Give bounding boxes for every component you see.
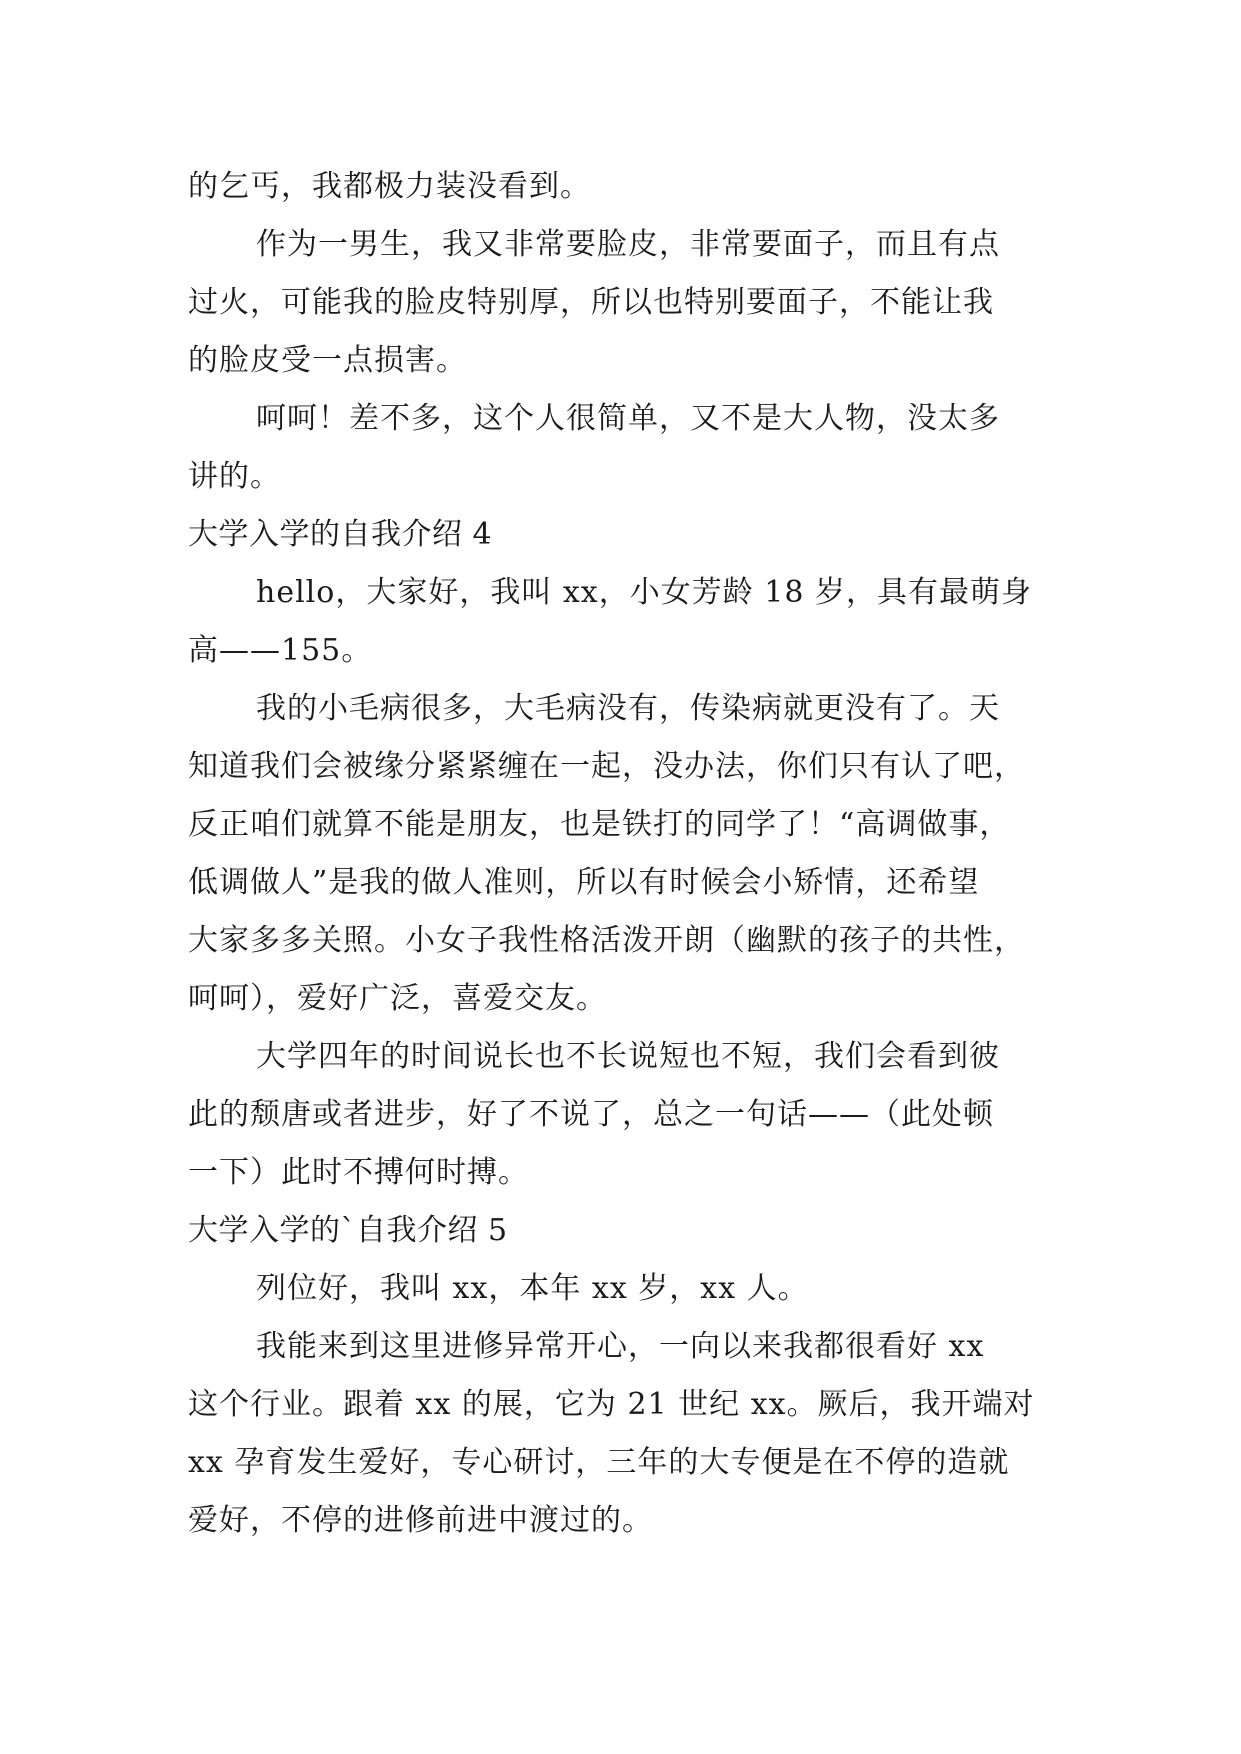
paragraph (188, 564, 1058, 680)
paragraph (188, 390, 1058, 506)
text-line: 此的颓唐或者进步，好了不说了，总之一句话——（此处顿 (188, 1097, 994, 1132)
text-line: 的脸皮受一点损害。 (188, 343, 467, 378)
paragraph (188, 680, 1058, 1028)
text-line: 列位好，我叫 xx，本年 xx 岁，xx 人。 (256, 1271, 809, 1306)
text-line: 大家多多关照。小女子我性格活泼开朗（幽默的孩子的共性， (188, 923, 1025, 958)
text-line: 爱好，不停的进修前进中渡过的。 (188, 1503, 653, 1538)
paragraph (188, 1318, 1058, 1550)
text-line: 呵呵！差不多，这个人很简单，又不是大人物，没太多 (256, 401, 1000, 436)
section-heading (188, 1202, 1058, 1260)
paragraph (188, 216, 1058, 390)
heading-text: 大学入学的自我介绍 4 (188, 517, 493, 552)
text-line: 大学四年的时间说长也不长说短也不短，我们会看到彼 (256, 1039, 1000, 1074)
text-line: 一下）此时不搏何时搏。 (188, 1155, 529, 1190)
paragraph (188, 1260, 1058, 1318)
text-line: 过火，可能我的脸皮特别厚，所以也特别要面子，不能让我 (188, 285, 994, 320)
paragraph (188, 1028, 1058, 1202)
section-heading (188, 506, 1058, 564)
text-line: 我能来到这里进修异常开心，一向以来我都很看好 xx (256, 1329, 985, 1364)
text-line: 的乞丐，我都极力装没看到。 (188, 169, 591, 204)
text-line: 这个行业。跟着 xx 的展，它为 21 世纪 xx。厥后，我开端对 (188, 1387, 1035, 1422)
text-line: 讲的。 (188, 459, 281, 494)
text-line: 高——155。 (188, 633, 373, 668)
document-page (188, 158, 1058, 1550)
text-line: 我的小毛病很多，大毛病没有，传染病就更没有了。天 (256, 691, 1000, 726)
text-line: xx 孕育发生爱好，专心研讨，三年的大专便是在不停的造就 (188, 1445, 1010, 1480)
text-line: hello，大家好，我叫 xx，小女芳龄 18 岁，具有最萌身 (256, 575, 1032, 610)
text-line: 作为一男生，我又非常要脸皮，非常要面子，而且有点 (256, 227, 1000, 262)
text-line: 知道我们会被缘分紧紧缠在一起，没办法，你们只有认了吧， (188, 749, 1025, 784)
text-line: 反正咱们就算不能是朋友，也是铁打的同学了！“高调做事， (188, 807, 1011, 842)
heading-text: 大学入学的`自我介绍 5 (188, 1213, 508, 1248)
paragraph (188, 158, 1058, 216)
text-line: 低调做人”是我的做人准则，所以有时候会小矫情，还希望 (188, 865, 980, 900)
text-line: 呵呵），爱好广泛，喜爱交友。 (188, 981, 607, 1016)
